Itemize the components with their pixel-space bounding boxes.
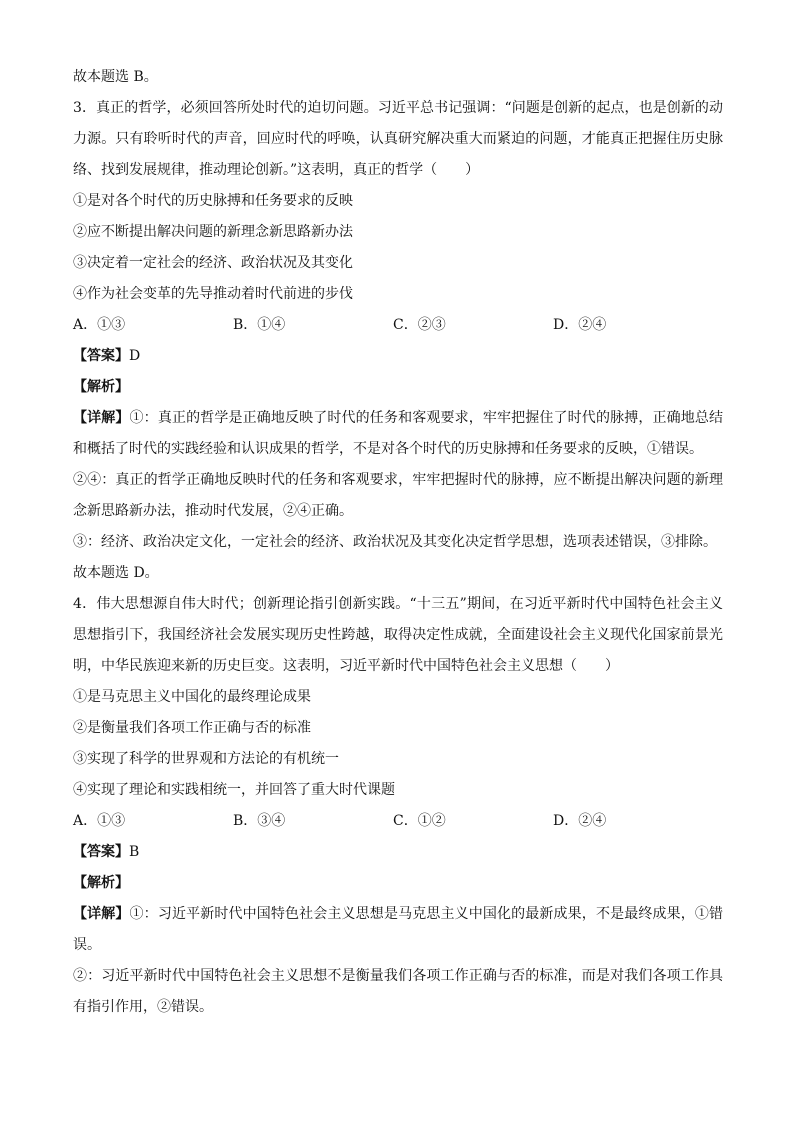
q4-statement-4: ④实现了理论和实践相统一，并回答了重大时代课题: [73, 782, 395, 798]
q3-statement-1: ①是对各个时代的历史脉搏和任务要求的反映: [73, 193, 353, 209]
q4-option-c: C．①②: [393, 813, 446, 829]
q2-conclusion: 故本题选 B。: [73, 69, 158, 85]
q3-answer-value: D: [129, 348, 141, 364]
q4-statement-2: ②是衡量我们各项工作正确与否的标准: [73, 720, 311, 736]
q4-answer-value: B: [129, 844, 140, 860]
q3-statement-4: ④作为社会变革的先导推动着时代前进的步伐: [73, 286, 353, 302]
q3-option-a: A．①③: [73, 317, 126, 333]
q4-stem: 4．伟大思想源自伟大时代；创新理论指引创新实践。“十三五”期间，在习近平新时代中国特色社会主义思想指引下，我国经济社会发展实现历史性跨越，取得决定性成就，全面建设社会主义现代化国家前景光明，中华民族迎来新的历史巨变。这表明，习近平新时代中国特色社会主义思想（ ）: [73, 596, 723, 674]
q3-analysis-heading: 【解析】: [73, 379, 129, 395]
q3-option-b: B．①④: [233, 317, 286, 333]
detail-tag: 【详解】: [73, 410, 130, 426]
q4-options: [73, 806, 723, 837]
q3-stem: 3．真正的哲学，必须回答所处时代的迫切问题。习近平总书记强调：“问题是创新的起点，也是创新的动力源。只有聆听时代的声音，回应时代的呼唤，认真研究解决重大而紧迫的问题，才能真正把握住历史脉络、找到发展规律，推动理论创新。”这表明，真正的哲学（ ）: [73, 100, 723, 178]
answer-tag: 【答案】: [73, 348, 129, 364]
q4-answer: [73, 837, 723, 868]
q4-statement-3: ③实现了科学的世界观和方法论的有机统一: [73, 751, 339, 767]
q3-detail-2: ②④：真正的哲学正确地反映时代的任务和客观要求，牢牢把握时代的脉搏，应不断提出解决问题的新理念新思路新办法，推动时代发展，②④正确。: [73, 472, 723, 519]
q4-option-b: B．③④: [233, 813, 286, 829]
q3-option-c: C．②③: [393, 317, 446, 333]
q4-option-a: A．①③: [73, 813, 126, 829]
q3-statement-2: ②应不断提出解决问题的新理念新思路新办法: [73, 224, 353, 240]
q3-detail-3: ③：经济、政治决定文化，一定社会的经济、政治状况及其变化决定哲学思想，选项表述错误，③排除。: [73, 534, 717, 550]
q3-options: [73, 310, 723, 341]
q4-detail-1: [73, 899, 723, 961]
q4-statement-1: ①是马克思主义中国化的最终理论成果: [73, 689, 311, 705]
document-body: [73, 62, 723, 1023]
q3-answer: [73, 341, 723, 372]
detail-tag: 【详解】: [73, 906, 130, 922]
q3-detail-1: [73, 403, 723, 465]
q3-detail-1-text: ①：真正的哲学是正确地反映了时代的任务和客观要求，牢牢把握住了时代的脉搏，正确地总结和概括了时代的实践经验和认识成果的哲学，不是对各个时代的历史脉搏和任务要求的反映，①错误。: [73, 410, 724, 457]
q4-detail-1-text: ①：习近平新时代中国特色社会主义思想是马克思主义中国化的最新成果，不是最终成果，①错误。: [73, 906, 724, 953]
q3-statement-3: ③决定着一定社会的经济、政治状况及其变化: [73, 255, 353, 271]
q4-analysis-heading: 【解析】: [73, 875, 129, 891]
q3-option-d: D．②④: [553, 317, 607, 333]
answer-tag: 【答案】: [73, 844, 129, 860]
q3-conclusion: 故本题选 D。: [73, 565, 159, 581]
q4-detail-2: ②：习近平新时代中国特色社会主义思想不是衡量我们各项工作正确与否的标准，而是对我们各项工作具有指引作用，②错误。: [73, 968, 723, 1015]
q4-option-d: D．②④: [553, 813, 607, 829]
